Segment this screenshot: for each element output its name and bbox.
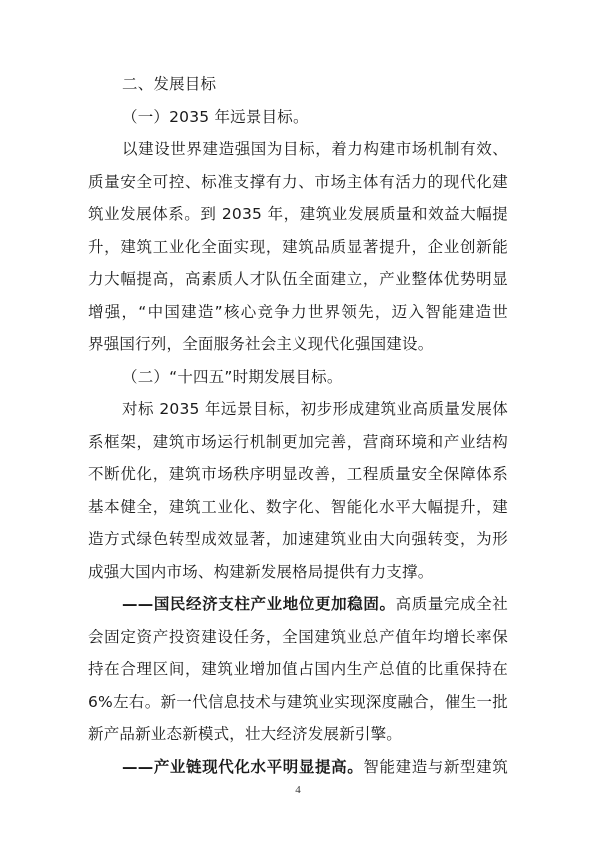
paragraph-line: 会固定资产投资建设任务，全国建筑业总产值年均增长率保 [88,627,508,646]
paragraph-line: 界强国行列，全面服务社会主义现代化强国建设。 [88,335,434,353]
paragraph-line: 基本健全，建筑工业化、数字化、智能化水平大幅提升，建 [88,497,508,516]
paragraph-2035-goal [88,133,508,361]
lead-line-rest: 智能建造与新型建筑 [363,757,508,776]
section-heading: 二、发展目标 [122,75,217,93]
paragraph-14th-five-year-goal [88,393,508,588]
paragraph-line-lead [88,588,508,621]
paragraph-line: 质量安全可控、标准支撑有力、市场主体有活力的现代化建 [88,172,508,191]
bold-lead-phrase: ——国民经济支柱产业地位更加稳固。 [122,595,396,613]
paragraph-line: 系框架，建筑市场运行机制更加完善，营商环境和产业结构 [88,432,508,451]
subheading-14th-five-year-goal: （二）“十四五”时期发展目标。 [122,367,343,386]
page-number: 4 [295,784,301,796]
subheading-2035-goal: （一）2035 年远景目标。 [122,107,309,126]
paragraph-line-lead [88,751,508,784]
paragraph-line: 升，建筑工业化全面实现，建筑品质显著提升，企业创新能 [88,237,508,256]
paragraph-line: 成强大国内市场、构建新发展格局提供有力支撑。 [88,562,434,581]
paragraph-line: 筑业发展体系。到 2035 年，建筑业发展质量和效益大幅提 [88,205,508,223]
paragraph-pillar-industry [88,588,508,751]
paragraph-line: 新产品新业态新模式，壮大经济发展新引擎。 [88,725,403,743]
paragraph-line: 不断优化，建筑市场秩序明显改善，工程质量安全保障体系 [88,465,508,483]
lead-line-rest: 高质量完成全社 [395,595,509,613]
paragraph-line: 持在合理区间，建筑业增加值占国内生产总值的比重保持在 [88,660,508,678]
paragraph-line: 6%左右。新一代信息技术与建筑业实现深度融合，催生一批 [88,692,508,711]
paragraph-line: 以建设世界建造强国为目标，着力构建市场机制有效、 [122,140,508,158]
paragraph-industry-chain [88,751,508,784]
paragraph-line: 力大幅提高，高素质人才队伍全面建立，产业整体优势明显 [88,270,508,288]
bold-lead-phrase: ——产业链现代化水平明显提高。 [122,757,364,776]
paragraph-line: 造方式绿色转型成效显著，加速建筑业由大向强转变，为形 [88,530,508,548]
paragraph-line: 对标 2035 年远景目标，初步形成建筑业高质量发展体 [122,400,508,418]
paragraph-line: 增强，“中国建造”核心竞争力世界领先，迈入智能建造世 [88,302,508,321]
